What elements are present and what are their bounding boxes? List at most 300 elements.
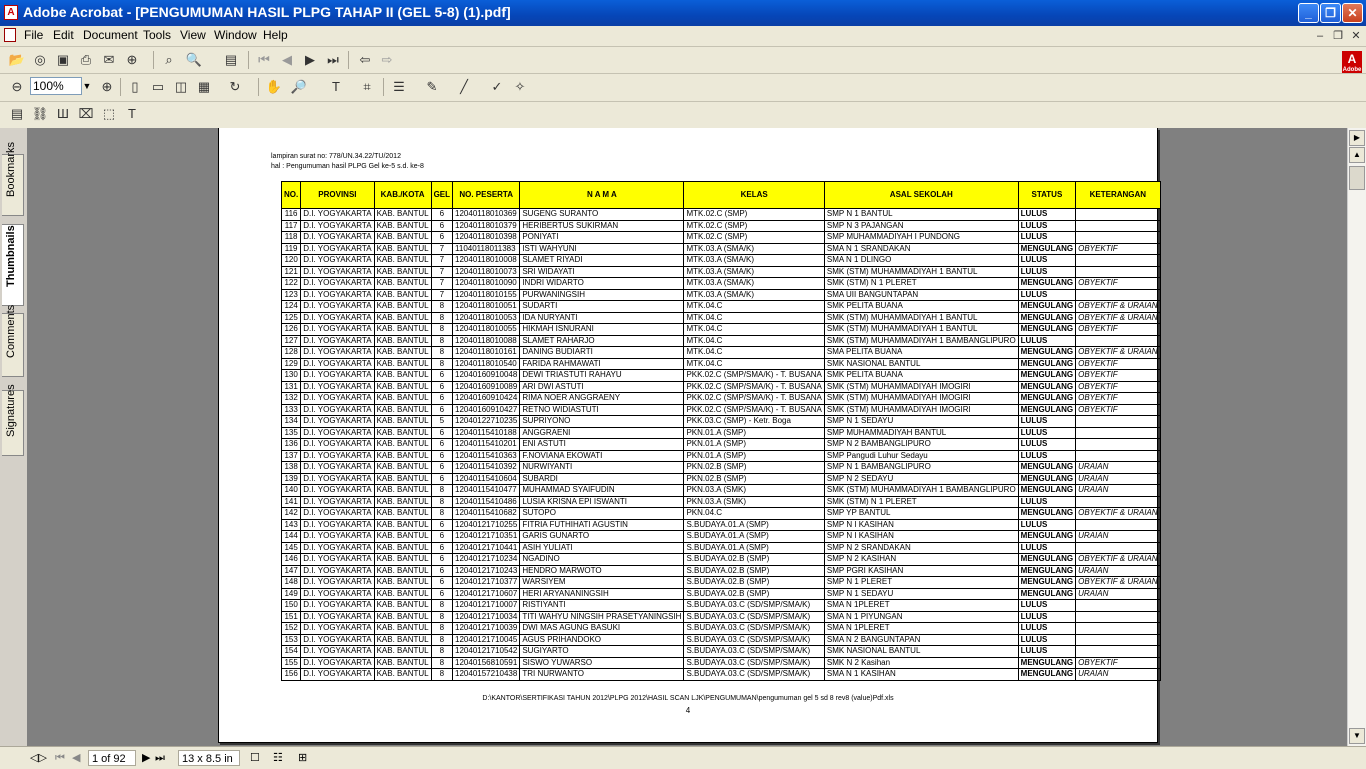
table-cell: D.I. YOGYAKARTA xyxy=(301,335,374,347)
table-cell: KAB. BANTUL xyxy=(374,416,431,428)
table-cell: KAB. BANTUL xyxy=(374,669,431,681)
table-cell: S.BUDAYA.03.C (SD/SMP/SMA/K) xyxy=(684,611,824,623)
table-cell xyxy=(1076,220,1160,232)
table-cell: 140 xyxy=(282,485,301,497)
table-cell: MENGULANG xyxy=(1018,577,1075,589)
table-cell: D.I. YOGYAKARTA xyxy=(301,565,374,577)
menu-window[interactable]: Window xyxy=(214,28,257,42)
table-cell: 138 xyxy=(282,462,301,474)
table-cell: 12040121710542 xyxy=(453,646,520,658)
table-cell: SMP N 1 SEDAYU xyxy=(824,416,1018,428)
table-cell: KAB. BANTUL xyxy=(374,335,431,347)
toolbar-view xyxy=(0,74,1366,102)
next-view-icon[interactable]: ⇨ xyxy=(381,52,393,67)
table-cell: D.I. YOGYAKARTA xyxy=(301,312,374,324)
page-number: 4 xyxy=(685,706,691,715)
table-cell: 12040118010053 xyxy=(453,312,520,324)
table-cell xyxy=(1076,209,1160,221)
table-cell: SMP N 1 SEDAYU xyxy=(824,588,1018,600)
table-cell: 12040115410392 xyxy=(453,462,520,474)
table-cell: PURWANINGSIH xyxy=(520,289,684,301)
menu-edit[interactable]: Edit xyxy=(53,28,74,42)
table-cell: LULUS xyxy=(1018,439,1075,451)
continuous-icon[interactable]: ☷ xyxy=(273,752,283,764)
email-icon[interactable]: ✉ xyxy=(103,52,115,67)
table-cell: 149 xyxy=(282,588,301,600)
column-header: NO. PESERTA xyxy=(453,182,520,209)
table-header-row xyxy=(282,182,1161,209)
table-cell: MENGULANG xyxy=(1018,588,1075,600)
table-cell: 12040160910427 xyxy=(453,404,520,416)
table-cell: SMP N I KASIHAN xyxy=(824,519,1018,531)
table-cell: 12040115410363 xyxy=(453,450,520,462)
table-cell xyxy=(1076,232,1160,244)
table-cell: 153 xyxy=(282,634,301,646)
table-cell xyxy=(1076,542,1160,554)
print-icon[interactable]: ⎙ xyxy=(80,52,92,67)
table-cell: D.I. YOGYAKARTA xyxy=(301,519,374,531)
table-cell: KAB. BANTUL xyxy=(374,404,431,416)
table-cell: 12040121710234 xyxy=(453,554,520,566)
table-row xyxy=(282,565,1161,577)
scroll-down-icon[interactable]: ▼ xyxy=(1349,728,1365,744)
table-cell: 8 xyxy=(431,301,452,313)
table-cell: D.I. YOGYAKARTA xyxy=(301,623,374,635)
tab-label: Comments xyxy=(5,304,17,358)
table-cell: 117 xyxy=(282,220,301,232)
table-cell: D.I. YOGYAKARTA xyxy=(301,220,374,232)
table-cell: 119 xyxy=(282,243,301,255)
table-cell: 12040118010073 xyxy=(453,266,520,278)
table-cell: D.I. YOGYAKARTA xyxy=(301,473,374,485)
doc-minimize-icon[interactable]: – xyxy=(1316,30,1324,42)
next-page-icon[interactable]: ▶ xyxy=(305,52,315,67)
table-cell: KAB. BANTUL xyxy=(374,255,431,267)
table-cell: OBYEKTIF xyxy=(1076,393,1160,405)
doc-restore-icon[interactable]: ❐ xyxy=(1333,30,1343,42)
table-row xyxy=(282,669,1161,681)
single-page-icon[interactable]: ☐ xyxy=(250,752,260,764)
table-cell: S.BUDAYA.02.B (SMP) xyxy=(684,554,824,566)
table-cell: 6 xyxy=(431,232,452,244)
note-tool-icon[interactable]: ☰ xyxy=(393,79,405,94)
menu-help[interactable]: Help xyxy=(263,28,288,42)
table-cell: 135 xyxy=(282,427,301,439)
snapshot-icon[interactable]: ⌗ xyxy=(363,79,371,94)
menu-document[interactable]: Document xyxy=(83,28,138,42)
table-cell: PKN.02.B (SMP) xyxy=(684,473,824,485)
table-cell: D.I. YOGYAKARTA xyxy=(301,381,374,393)
table-cell: MENGULANG xyxy=(1018,393,1075,405)
table-cell: 131 xyxy=(282,381,301,393)
create-pdf-icon[interactable]: ⊕ xyxy=(126,52,138,67)
previous-view-icon[interactable]: ⇦ xyxy=(359,52,371,67)
table-cell: SMP N 2 BAMBANGLIPURO xyxy=(824,439,1018,451)
table-cell: PKN.01.A (SMP) xyxy=(684,450,824,462)
table-cell: SUGIYARTO xyxy=(520,646,684,658)
table-row xyxy=(282,588,1161,600)
table-cell: OBYEKTIF xyxy=(1076,278,1160,290)
table-row xyxy=(282,289,1161,301)
table-cell: 8 xyxy=(431,358,452,370)
table-cell: PKN.04.C xyxy=(684,508,824,520)
table-cell: S.BUDAYA.03.C (SD/SMP/SMA/K) xyxy=(684,634,824,646)
tab-signatures[interactable] xyxy=(2,384,24,456)
touchup-object-icon[interactable]: ⬚ xyxy=(102,106,116,121)
table-cell: MENGULANG xyxy=(1018,462,1075,474)
table-cell: OBYEKTIF & URAIAN xyxy=(1076,312,1160,324)
table-cell: 116 xyxy=(282,209,301,221)
table-cell: ANGGRAENI xyxy=(520,427,684,439)
separator xyxy=(248,51,249,69)
previous-page-icon[interactable]: ◀ xyxy=(282,52,292,67)
page-number-field[interactable]: 1 of 92 xyxy=(88,750,136,766)
letter-reference: lampiran surat no: 778/UN.34.22/TU/2012 xyxy=(271,153,401,160)
table-row xyxy=(282,462,1161,474)
save-icon[interactable]: ▣ xyxy=(56,52,70,67)
table-cell: 12040121710441 xyxy=(453,542,520,554)
table-cell: 152 xyxy=(282,623,301,635)
table-cell: D.I. YOGYAKARTA xyxy=(301,232,374,244)
table-cell: MENGULANG xyxy=(1018,404,1075,416)
table-cell: 136 xyxy=(282,439,301,451)
table-cell: PKK.02.C (SMP/SMA/K) - T. BUSANA xyxy=(684,404,824,416)
table-cell: TRI NURWANTO xyxy=(520,669,684,681)
link-tool-icon[interactable]: ⛓ xyxy=(31,106,49,121)
table-cell: LULUS xyxy=(1018,623,1075,635)
table-cell: MTK.03.A (SMA/K) xyxy=(684,255,824,267)
actual-size-icon[interactable]: ▯ xyxy=(131,79,139,94)
table-cell: 137 xyxy=(282,450,301,462)
table-row xyxy=(282,312,1161,324)
first-page-icon[interactable]: ⏮ xyxy=(258,52,270,67)
table-cell: SMK N 2 Kasihan xyxy=(824,657,1018,669)
table-cell: 6 xyxy=(431,462,452,474)
table-cell: MENGULANG xyxy=(1018,473,1075,485)
last-page-status-icon[interactable]: ⏭ xyxy=(155,752,165,764)
open-icon[interactable]: 📂 xyxy=(8,52,26,67)
table-cell: 8 xyxy=(431,634,452,646)
form-tool-icon[interactable]: ▤ xyxy=(10,106,24,121)
table-cell: KAB. BANTUL xyxy=(374,473,431,485)
table-cell: PKN.02.B (SMP) xyxy=(684,462,824,474)
table-cell: SMK NASIONAL BANTUL xyxy=(824,646,1018,658)
table-cell: MTK.03.A (SMA/K) xyxy=(684,289,824,301)
table-cell: 12040118010055 xyxy=(453,324,520,336)
table-cell: MENGULANG xyxy=(1018,358,1075,370)
table-cell: KAB. BANTUL xyxy=(374,393,431,405)
table-cell: KAB. BANTUL xyxy=(374,542,431,554)
table-cell: D.I. YOGYAKARTA xyxy=(301,646,374,658)
menu-tools[interactable]: Tools xyxy=(143,28,172,42)
table-cell: 12040160910089 xyxy=(453,381,520,393)
table-cell: SMK (STM) N 1 PLERET xyxy=(824,278,1018,290)
tab-bookmarks[interactable] xyxy=(2,141,24,216)
table-cell: 8 xyxy=(431,623,452,635)
scroll-thumb[interactable] xyxy=(1349,166,1365,190)
separator xyxy=(120,78,121,96)
touchup-text-icon[interactable]: T xyxy=(128,106,136,121)
table-cell: D.I. YOGYAKARTA xyxy=(301,266,374,278)
first-page-status-icon[interactable]: ⏮ xyxy=(55,752,65,764)
table-cell: MENGULANG xyxy=(1018,278,1075,290)
table-cell: LULUS xyxy=(1018,519,1075,531)
table-cell: SMK (STM) MUHAMMADIYAH IMOGIRI xyxy=(824,393,1018,405)
table-cell: URAIAN xyxy=(1076,473,1160,485)
table-cell: D.I. YOGYAKARTA xyxy=(301,255,374,267)
table-cell: 12040115410486 xyxy=(453,496,520,508)
table-cell: DEWI TRIASTUTI RAHAYU xyxy=(520,370,684,382)
pencil-tool-icon[interactable]: ✎ xyxy=(426,79,438,94)
table-cell: MENGULANG xyxy=(1018,312,1075,324)
table-cell: 146 xyxy=(282,554,301,566)
maximize-button[interactable]: ❐ xyxy=(1320,3,1341,23)
table-cell: MENGULANG xyxy=(1018,347,1075,359)
table-cell: MTK.02.C (SMP) xyxy=(684,232,824,244)
column-header: PROVINSI xyxy=(301,182,374,209)
table-cell: MENGULANG xyxy=(1018,301,1075,313)
table-cell: D.I. YOGYAKARTA xyxy=(301,347,374,359)
search-icon[interactable]: 🔍 xyxy=(185,52,203,67)
table-cell: 11040118011383 xyxy=(453,243,520,255)
table-row xyxy=(282,646,1161,658)
table-cell: 6 xyxy=(431,439,452,451)
nav-pane-toggle-icon[interactable]: ◁▷ xyxy=(30,752,47,764)
table-cell: OBYEKTIF & URAIAN xyxy=(1076,347,1160,359)
table-cell: IDA NURYANTI xyxy=(520,312,684,324)
table-cell: LULUS xyxy=(1018,220,1075,232)
table-cell: SMP N 1 PLERET xyxy=(824,577,1018,589)
table-cell: 8 xyxy=(431,646,452,658)
table-cell: SMP N 2 KASIHAN xyxy=(824,554,1018,566)
title-bar xyxy=(0,0,1366,26)
table-cell: PKK.02.C (SMP/SMA/K) - T. BUSANA xyxy=(684,393,824,405)
zoom-tool-icon[interactable]: 🔎 xyxy=(290,79,308,94)
spell-check-icon[interactable]: ✓ xyxy=(491,79,503,94)
table-cell: D.I. YOGYAKARTA xyxy=(301,416,374,428)
table-cell: PKN.01.A (SMP) xyxy=(684,439,824,451)
table-cell: KAB. BANTUL xyxy=(374,554,431,566)
zoom-out-icon[interactable]: ⊖ xyxy=(11,79,23,94)
menu-file[interactable]: File xyxy=(24,28,44,42)
document-viewport[interactable] xyxy=(27,128,1347,746)
touchup-tool-icon[interactable]: ✧ xyxy=(514,79,526,94)
rotate-view-icon[interactable]: ↻ xyxy=(229,79,241,94)
table-cell: LULUS xyxy=(1018,542,1075,554)
table-cell: 12040118010540 xyxy=(453,358,520,370)
table-cell: KAB. BANTUL xyxy=(374,324,431,336)
table-row xyxy=(282,600,1161,612)
reflow-icon[interactable]: ▦ xyxy=(197,79,211,94)
table-cell: S.BUDAYA.03.C (SD/SMP/SMA/K) xyxy=(684,646,824,658)
table-cell xyxy=(1076,289,1160,301)
hand-tool-icon[interactable]: ✋ xyxy=(265,79,283,94)
table-cell: LULUS xyxy=(1018,209,1075,221)
facing-icon[interactable]: ⊞ xyxy=(298,752,308,764)
table-cell: 6 xyxy=(431,473,452,485)
table-cell: KAB. BANTUL xyxy=(374,508,431,520)
table-cell: SMP Pangudi Luhur Sedayu xyxy=(824,450,1018,462)
table-cell: SMP MUHAMMADIYAH BANTUL xyxy=(824,427,1018,439)
table-cell: 8 xyxy=(431,611,452,623)
crop-tool-icon[interactable]: ⌧ xyxy=(78,106,94,121)
table-cell: 12040118010155 xyxy=(453,289,520,301)
table-cell: HENDRO MARWOTO xyxy=(520,565,684,577)
table-cell: MENGULANG xyxy=(1018,657,1075,669)
table-cell: 12040118010161 xyxy=(453,347,520,359)
table-cell: 12040121710007 xyxy=(453,600,520,612)
table-cell: 12040121710034 xyxy=(453,611,520,623)
last-page-icon[interactable]: ⏭ xyxy=(327,52,339,67)
table-cell: SMA N 1 DLINGO xyxy=(824,255,1018,267)
table-cell: 6 xyxy=(431,531,452,543)
table-cell: SMP N 2 SRANDAKAN xyxy=(824,542,1018,554)
table-row xyxy=(282,404,1161,416)
vertical-scrollbar[interactable] xyxy=(1347,128,1366,746)
table-cell: KAB. BANTUL xyxy=(374,289,431,301)
letter-subject: hal : Pengumuman hasil PLPG Gel ke-5 s.d. ke-8 xyxy=(271,163,424,170)
table-cell xyxy=(1076,646,1160,658)
table-cell: HIKMAH ISNURANI xyxy=(520,324,684,336)
table-cell: SMA N 1PLERET xyxy=(824,623,1018,635)
minimize-button[interactable]: _ xyxy=(1298,3,1319,23)
table-cell: D.I. YOGYAKARTA xyxy=(301,243,374,255)
table-cell: 8 xyxy=(431,496,452,508)
table-cell: LULUS xyxy=(1018,611,1075,623)
table-body xyxy=(282,209,1161,681)
organizer-icon[interactable]: ◎ xyxy=(34,52,46,67)
article-tool-icon[interactable]: Ш xyxy=(57,106,69,121)
table-cell: 118 xyxy=(282,232,301,244)
table-cell: HERI ARYANANINGSIH xyxy=(520,588,684,600)
zoom-dropdown-icon[interactable]: ▼ xyxy=(82,81,92,91)
table-cell: MENGULANG xyxy=(1018,324,1075,336)
table-cell: 6 xyxy=(431,220,452,232)
tab-comments[interactable] xyxy=(2,304,24,377)
scroll-expand-icon[interactable]: ▶ xyxy=(1349,130,1365,146)
table-cell: 7 xyxy=(431,243,452,255)
fit-width-icon[interactable]: ◫ xyxy=(174,79,188,94)
table-row xyxy=(282,370,1161,382)
table-cell: 124 xyxy=(282,301,301,313)
text-select-icon[interactable]: T xyxy=(332,79,340,94)
table-cell: 132 xyxy=(282,393,301,405)
table-cell: SMP YP BANTUL xyxy=(824,508,1018,520)
table-cell: 142 xyxy=(282,508,301,520)
zoom-field[interactable]: 100% xyxy=(30,77,82,95)
table-cell: 12040115410604 xyxy=(453,473,520,485)
table-cell: MTK.02.C (SMP) xyxy=(684,220,824,232)
table-cell: OBYEKTIF xyxy=(1076,243,1160,255)
table-cell: 8 xyxy=(431,485,452,497)
table-cell: SMK (STM) MUHAMMADIYAH IMOGIRI xyxy=(824,381,1018,393)
scroll-up-icon[interactable]: ▲ xyxy=(1349,147,1365,163)
table-cell: SMK (STM) MUHAMMADIYAH 1 BANTUL xyxy=(824,266,1018,278)
table-cell: 129 xyxy=(282,358,301,370)
tab-thumbnails[interactable] xyxy=(2,224,24,306)
table-row xyxy=(282,611,1161,623)
table-cell: D.I. YOGYAKARTA xyxy=(301,289,374,301)
table-cell: D.I. YOGYAKARTA xyxy=(301,427,374,439)
table-cell: MTK.04.C xyxy=(684,347,824,359)
table-cell: SMP MUHAMMADIYAH I PUNDONG xyxy=(824,232,1018,244)
next-page-status-icon[interactable]: ▶ xyxy=(142,752,151,764)
table-cell: SMP N 1 BANTUL xyxy=(824,209,1018,221)
table-cell: KAB. BANTUL xyxy=(374,611,431,623)
table-cell: URAIAN xyxy=(1076,485,1160,497)
table-cell: KAB. BANTUL xyxy=(374,646,431,658)
menu-view[interactable]: View xyxy=(180,28,206,42)
doc-close-icon[interactable]: ✕ xyxy=(1351,30,1361,42)
table-cell: 145 xyxy=(282,542,301,554)
table-cell: PKN.03.A (SMK) xyxy=(684,485,824,497)
table-row xyxy=(282,531,1161,543)
table-cell: SMK (STM) MUHAMMADIYAH 1 BANTUL xyxy=(824,324,1018,336)
table-cell: 154 xyxy=(282,646,301,658)
table-cell: 6 xyxy=(431,381,452,393)
table-cell: 12040115410477 xyxy=(453,485,520,497)
table-cell: OBYEKTIF & URAIAN xyxy=(1076,301,1160,313)
table-cell: 122 xyxy=(282,278,301,290)
zoom-in-icon[interactable]: ⊕ xyxy=(101,79,113,94)
find-icon[interactable]: ⌕ xyxy=(165,52,173,67)
table-cell: 12040160910048 xyxy=(453,370,520,382)
table-cell: SMK NASIONAL BANTUL xyxy=(824,358,1018,370)
table-cell: 12040118010398 xyxy=(453,232,520,244)
table-cell: OBYEKTIF xyxy=(1076,324,1160,336)
table-cell xyxy=(1076,427,1160,439)
table-cell: 123 xyxy=(282,289,301,301)
column-header: ASAL SEKOLAH xyxy=(824,182,1018,209)
table-cell: 12040121710045 xyxy=(453,634,520,646)
table-cell: KAB. BANTUL xyxy=(374,381,431,393)
table-cell: D.I. YOGYAKARTA xyxy=(301,393,374,405)
acrobat-app-icon[interactable]: A xyxy=(4,5,18,20)
table-cell: 125 xyxy=(282,312,301,324)
table-cell: S.BUDAYA.03.C (SD/SMP/SMA/K) xyxy=(684,623,824,635)
table-cell: KAB. BANTUL xyxy=(374,565,431,577)
table-cell: MENGULANG xyxy=(1018,485,1075,497)
table-row xyxy=(282,657,1161,669)
table-cell: 12040115410682 xyxy=(453,508,520,520)
table-cell: 12040122710235 xyxy=(453,416,520,428)
table-cell: S.BUDAYA.02.B (SMP) xyxy=(684,565,824,577)
toolbar-file xyxy=(0,47,1366,74)
table-cell: SMK (STM) MUHAMMADIYAH IMOGIRI xyxy=(824,404,1018,416)
table-cell: LULUS xyxy=(1018,450,1075,462)
table-row xyxy=(282,266,1161,278)
column-header: GEL xyxy=(431,182,452,209)
table-cell: S.BUDAYA.01.A (SMP) xyxy=(684,531,824,543)
menu-bar xyxy=(0,26,1366,47)
pages-panel-icon[interactable]: ▤ xyxy=(224,52,238,67)
previous-page-status-icon[interactable]: ◀ xyxy=(72,752,81,764)
column-header: NO. xyxy=(282,182,301,209)
table-cell: KAB. BANTUL xyxy=(374,519,431,531)
fit-page-icon[interactable]: ▭ xyxy=(151,79,165,94)
table-cell: 121 xyxy=(282,266,301,278)
table-cell: 120 xyxy=(282,255,301,267)
document-icon[interactable] xyxy=(4,28,16,42)
table-cell xyxy=(1076,600,1160,612)
close-button[interactable]: ✕ xyxy=(1342,3,1363,23)
table-row xyxy=(282,209,1161,221)
tab-label: Signatures xyxy=(5,384,17,437)
line-tool-icon[interactable]: ╱ xyxy=(460,79,468,94)
separator xyxy=(153,51,154,69)
table-cell: 12040115410188 xyxy=(453,427,520,439)
table-cell: KAB. BANTUL xyxy=(374,450,431,462)
